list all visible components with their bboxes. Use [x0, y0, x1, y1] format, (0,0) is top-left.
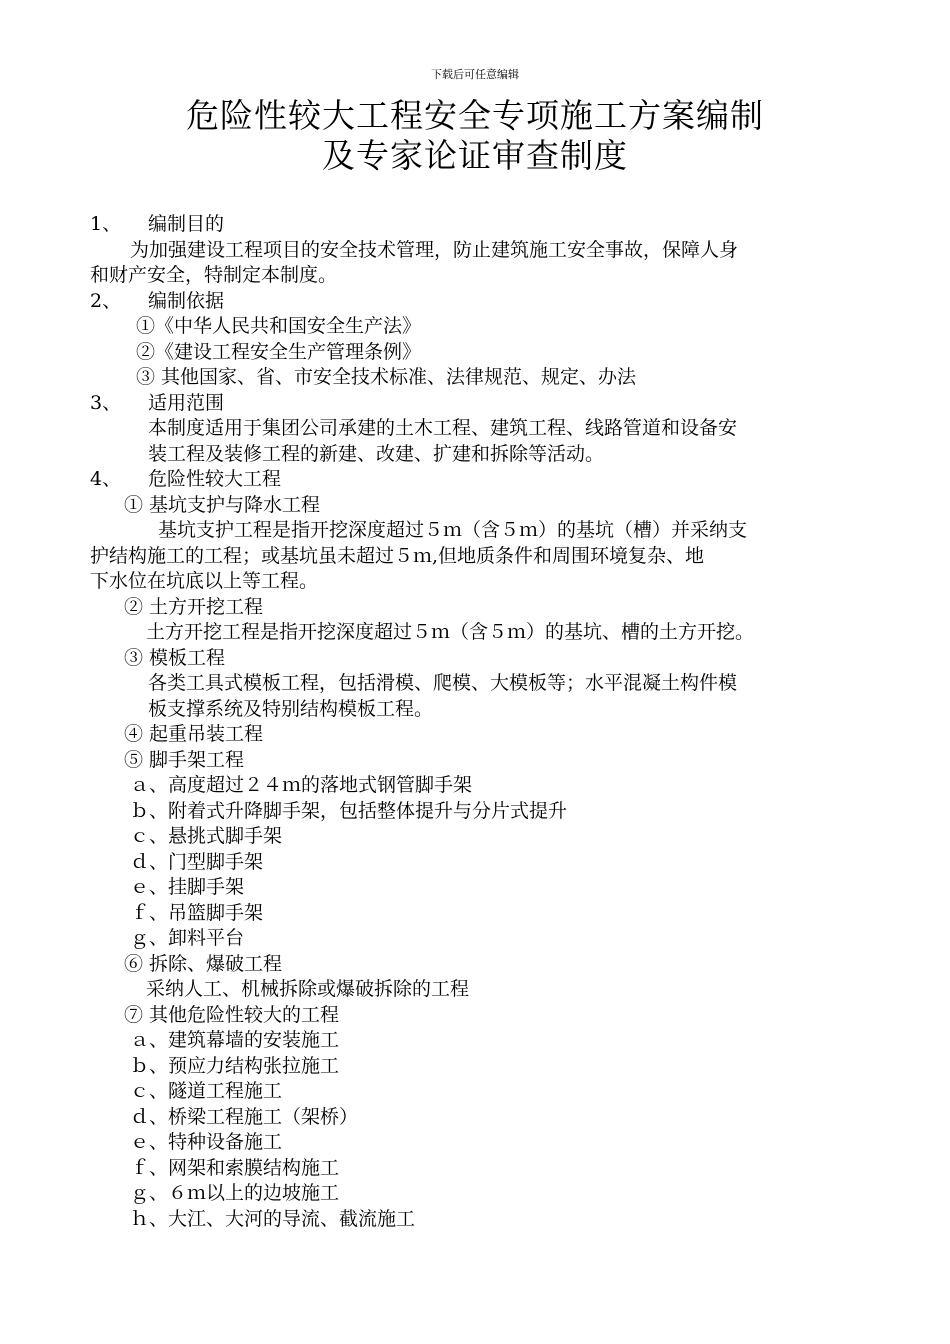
section-heading-purpose [90, 212, 865, 238]
list-item: ③ 其他国家、省、市安全技术标准、法律规范、规定、办法 [136, 366, 637, 388]
list-item: ｃ、悬挑式脚手架 [130, 825, 283, 847]
section-heading-hazards [90, 467, 865, 493]
section-number: 2、 [90, 289, 122, 312]
list-item: ｄ、门型脚手架 [130, 850, 264, 873]
list-item: ｅ、挂脚手架 [130, 876, 245, 898]
list-item: ａ、建筑幕墙的安装施工 [130, 1029, 340, 1051]
subsection-heading: ③ 模板工程 [124, 646, 226, 669]
subsection-heading: ⑦ 其他危险性较大的工程 [124, 1003, 340, 1026]
paragraph-line: 板支撑系统及特别结构模板工程。 [148, 697, 434, 720]
section-number: 3、 [90, 391, 122, 414]
paragraph-line: 土方开挖工程是指开挖深度超过５ｍ（含５ｍ）的基坑、槽的土方开挖。 [146, 621, 755, 643]
subsection-heading: ④ 起重吊装工程 [124, 723, 264, 745]
section-heading-basis [90, 289, 865, 315]
subsection-heading: ② 土方开挖工程 [124, 595, 264, 618]
section-title: 编制依据 [148, 289, 225, 312]
list-item: ｄ、桥梁工程施工（架桥） [130, 1105, 359, 1128]
list-item: ｈ、大江、大河的导流、截流施工 [130, 1207, 416, 1230]
paragraph-line: 下水位在坑底以上等工程。 [90, 570, 319, 592]
list-item: ①《中华人民共和国安全生产法》 [136, 315, 422, 337]
paragraph-line: 和财产安全，特制定本制度。 [90, 264, 338, 286]
list-item: ｇ、卸料平台 [130, 927, 245, 949]
paragraph-line: 本制度适用于集团公司承建的土木工程、建筑工程、线路管道和设备安 [148, 417, 738, 439]
document-body [90, 212, 865, 1232]
paragraph-line: 装工程及装修工程的新建、改建、扩建和拆除等活动。 [148, 442, 605, 465]
list-item: ｂ、附着式升降脚手架，包括整体提升与分片式提升 [130, 799, 568, 822]
list-item: ｆ、吊篮脚手架 [130, 901, 264, 924]
paragraph-line: 基坑支护工程是指开挖深度超过５ｍ（含５ｍ）的基坑（槽）并采纳支 [158, 519, 748, 541]
header-note: 下载后可任意编辑 [431, 68, 519, 81]
document-title-line2: 及专家论证审查制度 [322, 136, 628, 175]
list-item: ａ、高度超过２４ｍ的落地式钢管脚手架 [130, 774, 473, 796]
paragraph-line: 为加强建设工程项目的安全技术管理，防止建筑施工安全事故，保障人身 [130, 238, 739, 261]
list-item: ｇ、６ｍ以上的边坡施工 [130, 1182, 340, 1204]
document-title-line1: 危险性较大工程安全专项施工方案编制 [186, 96, 764, 135]
list-item: ｆ、网架和索膜结构施工 [130, 1156, 340, 1179]
section-number: 4、 [90, 468, 122, 490]
section-number: 1、 [90, 213, 122, 235]
section-title: 编制目的 [148, 213, 225, 235]
subsection-heading: ① 基坑支护与降水工程 [124, 493, 321, 516]
paragraph-line: 护结构施工的工程；或基坑虽未超过５ｍ,但地质条件和周围环境复杂、地 [90, 544, 705, 567]
list-item: ｂ、预应力结构张拉施工 [130, 1054, 340, 1077]
list-item: ｃ、隧道工程施工 [130, 1080, 283, 1102]
subsection-heading: ⑥ 拆除、爆破工程 [124, 952, 283, 975]
paragraph-line: 采纳人工、机械拆除或爆破拆除的工程 [146, 978, 470, 1000]
list-item: ｅ、特种设备施工 [130, 1131, 283, 1153]
section-title: 适用范围 [148, 391, 225, 414]
section-title: 危险性较大工程 [148, 468, 282, 490]
paragraph-line: 各类工具式模板工程，包括滑模、爬模、大模板等；水平混凝土构件模 [148, 672, 738, 694]
list-item: ②《建设工程安全生产管理条例》 [136, 340, 422, 363]
subsection-heading: ⑤ 脚手架工程 [124, 748, 245, 771]
section-heading-scope [90, 391, 865, 417]
